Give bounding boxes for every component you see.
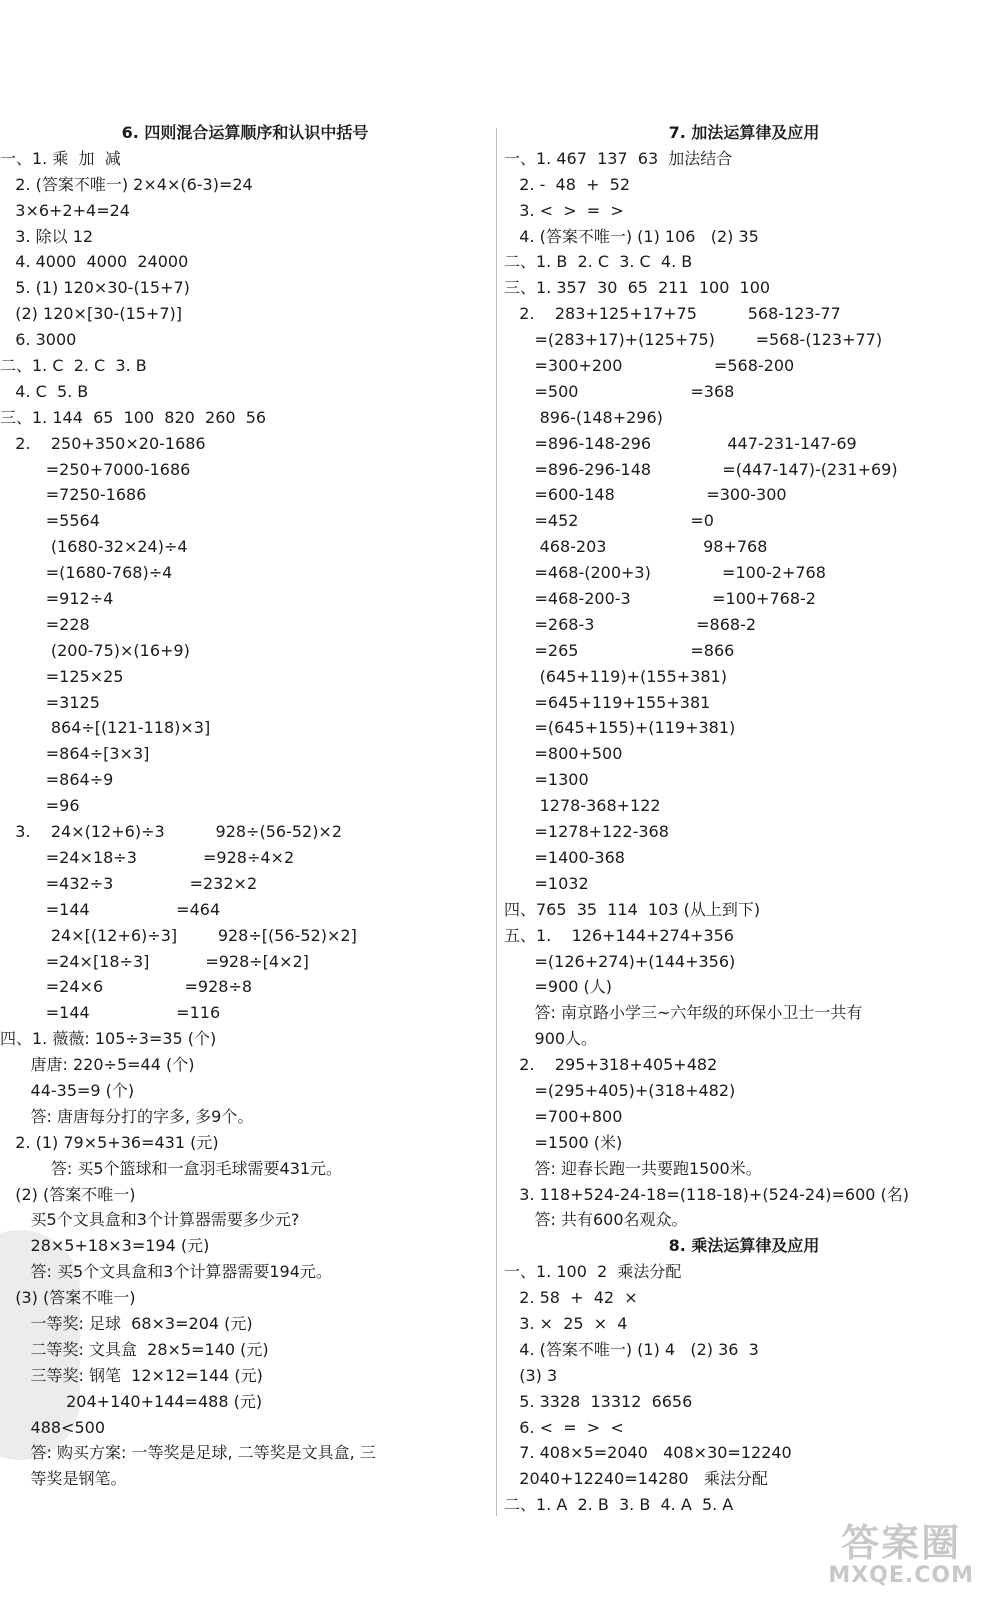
answer-line: 2. (1) 79×5+36=431 (元) [0, 1132, 219, 1152]
answer-line: 唐唐: 220÷5=44 (个) [0, 1055, 195, 1075]
answer-line: 204+140+144=488 (元) [0, 1391, 263, 1411]
answer-line: 答: 买5个篮球和一盒羽毛球需要431元。 [0, 1158, 343, 1178]
answer-line: 一、1. 467 137 63 加法结合 [504, 148, 733, 168]
answer-line: =896-296-148 =(447-147)-(231+69) [504, 459, 898, 479]
answer-line: 一等奖: 足球 68×3=204 (元) [0, 1313, 253, 1333]
answer-line: =300+200 =568-200 [504, 356, 795, 376]
answer-line: 二等奖: 文具盒 28×5=140 (元) [0, 1339, 269, 1359]
answer-line: 488<500 [0, 1417, 105, 1437]
answer-line: (3) 3 [504, 1365, 558, 1385]
answer-line: 2. 58 + 42 × [504, 1288, 638, 1308]
answer-line: =(295+405)+(318+482) [504, 1080, 736, 1100]
answer-line: 答: 南京路小学三~六年级的环保小卫士一共有 [504, 1003, 863, 1023]
answer-line: =912÷4 [0, 589, 114, 609]
answer-line: 一、1. 100 2 乘法分配 [504, 1262, 682, 1282]
answer-line: =600-148 =300-300 [504, 485, 787, 505]
answer-line: 900人。 [504, 1029, 598, 1049]
answer-line: =24×[18÷3] =928÷[4×2] [0, 951, 309, 971]
watermark-logo [828, 1512, 974, 1588]
answer-line: =645+119+155+381 [504, 692, 711, 712]
answer-line: =144 =464 [0, 899, 221, 919]
answer-line: 三、1. 357 30 65 211 100 100 [504, 278, 771, 298]
answer-line: 等奖是钢笔。 [0, 1469, 127, 1489]
answer-line: =800+500 [504, 744, 623, 764]
answer-line: 2. 283+125+17+75 568-123-77 [504, 304, 841, 324]
answer-line: 896-(148+296) [504, 407, 663, 427]
answer-line: 4. (答案不唯一) (1) 106 (2) 35 [504, 226, 759, 246]
watermark-en: MXQE.COM [828, 1563, 974, 1588]
answer-line: 3. × 25 × 4 [504, 1313, 628, 1333]
answer-line: 三等奖: 钢笔 12×12=144 (元) [0, 1365, 263, 1385]
answer-line: 5. 3328 13312 6656 [504, 1391, 693, 1411]
answer-line: 4. 4000 4000 24000 [0, 252, 189, 272]
answer-line: =228 [0, 614, 90, 634]
answer-line: =1278+122-368 [504, 822, 669, 842]
answer-line: 2. 295+318+405+482 [504, 1055, 718, 1075]
answer-line: (1680-32×24)÷4 [0, 537, 188, 557]
answer-line: =125×25 [0, 666, 124, 686]
section-heading: 7. 加法运算律及应用 [668, 123, 820, 142]
answer-line: =864÷[3×3] [0, 744, 150, 764]
answer-line: 答: 买5个文具盒和3个计算器需要194元。 [0, 1262, 332, 1282]
answer-line: =896-148-296 447-231-147-69 [504, 433, 857, 453]
answer-line: 1278-368+122 [504, 796, 661, 816]
answer-line: (2) 120×[30-(15+7)] [0, 304, 182, 324]
answer-line: 3. < > = > [504, 200, 624, 220]
answer-line: 3. 118+524-24-18=(118-18)+(524-24)=600 (名) [504, 1184, 910, 1204]
answer-line: =1300 [504, 770, 589, 790]
answer-line: 3×6+2+4=24 [0, 200, 130, 220]
answer-line: 五、1. 126+144+274+356 [504, 925, 734, 945]
answer-line: 864÷[(121-118)×3] [0, 718, 211, 738]
answer-line: =24×18÷3 =928÷4×2 [0, 847, 295, 867]
answer-line: 四、765 35 114 103 (从上到下) [504, 899, 761, 919]
answer-line: (645+119)+(155+381) [504, 666, 727, 686]
answer-line: 4. C 5. B [0, 381, 89, 401]
answer-line: 468-203 98+768 [504, 537, 768, 557]
answer-line: =144 =116 [0, 1003, 221, 1023]
left-column [0, 120, 490, 1492]
answer-line: 三、1. 144 65 100 820 260 56 [0, 407, 267, 427]
answer-line: 一、1. 乘 加 减 [0, 148, 121, 168]
answer-line: =5564 [0, 511, 100, 531]
answer-line: 2. (答案不唯一) 2×4×(6-3)=24 [0, 174, 253, 194]
answer-line: 28×5+18×3=194 (元) [0, 1236, 210, 1256]
answer-line: 24×[(12+6)÷3] 928÷[(56-52)×2] [0, 925, 357, 945]
answer-line: =468-(200+3) =100-2+768 [504, 563, 826, 583]
answer-line: 二、1. C 2. C 3. B [0, 356, 147, 376]
answer-line: =268-3 =868-2 [504, 614, 757, 634]
answer-line: =265 =866 [504, 640, 735, 660]
answer-line: 3. 除以 12 [0, 226, 94, 246]
answer-line: =864÷9 [0, 770, 114, 790]
answer-line: =(283+17)+(125+75) =568-(123+77) [504, 330, 883, 350]
answer-line: =(1680-768)÷4 [0, 563, 173, 583]
answer-line: (2) (答案不唯一) [0, 1184, 136, 1204]
answer-line: 答: 购买方案: 一等奖是足球, 二等奖是文具盒, 三 [0, 1443, 376, 1463]
answer-line: (200-75)×(16+9) [0, 640, 190, 660]
answer-line: =468-200-3 =100+768-2 [504, 589, 816, 609]
answer-line: =3125 [0, 692, 100, 712]
answer-line: 44-35=9 (个) [0, 1080, 135, 1100]
section-heading: 8. 乘法运算律及应用 [668, 1236, 820, 1256]
answer-line: =1500 (米) [504, 1132, 623, 1152]
answer-line: =(645+155)+(119+381) [504, 718, 736, 738]
answer-line: 2040+12240=14280 乘法分配 [504, 1469, 768, 1489]
watermark-cn: 答案圈 [841, 1521, 962, 1565]
answer-line: =432÷3 =232×2 [0, 873, 258, 893]
answer-line: =452 =0 [504, 511, 714, 531]
answer-line: =7250-1686 [0, 485, 147, 505]
right-column [504, 120, 984, 1518]
answer-line: =250+7000-1686 [0, 459, 191, 479]
answer-line: 2. 250+350×20-1686 [0, 433, 206, 453]
answer-line: 答: 唐唐每分打的字多, 多9个。 [0, 1106, 254, 1126]
answer-line: =1032 [504, 873, 589, 893]
section-heading: 6. 四则混合运算顺序和认识中括号 [121, 123, 369, 142]
answer-line: (3) (答案不唯一) [0, 1288, 136, 1308]
answer-line: 四、1. 薇薇: 105÷3=35 (个) [0, 1029, 217, 1049]
answer-line: 6. 3000 [0, 330, 77, 350]
answer-line: =24×6 =928÷8 [0, 977, 253, 997]
answer-line: 答: 共有600名观众。 [504, 1210, 688, 1230]
answer-line: 答: 迎春长跑一共要跑1500米。 [504, 1158, 762, 1178]
answer-line: =500 =368 [504, 381, 735, 401]
answer-line: 6. < = > < [504, 1417, 624, 1437]
answer-line: =700+800 [504, 1106, 623, 1126]
answer-line: 3. 24×(12+6)÷3 928÷(56-52)×2 [0, 822, 343, 842]
answer-line: 二、1. B 2. C 3. C 4. B [504, 252, 693, 272]
answer-line: 5. (1) 120×30-(15+7) [0, 278, 190, 298]
answer-line: 4. (答案不唯一) (1) 4 (2) 36 3 [504, 1339, 759, 1359]
answer-line: 买5个文具盒和3个计算器需要多少元? [0, 1210, 300, 1230]
answer-line: =(126+274)+(144+356) [504, 951, 736, 971]
answer-line: 7. 408×5=2040 408×30=12240 [504, 1443, 792, 1463]
answer-line: =1400-368 [504, 847, 625, 867]
answer-line: =96 [0, 796, 80, 816]
column-divider [496, 128, 497, 1516]
answer-line: 2. - 48 + 52 [504, 174, 631, 194]
answer-line: =900 (人) [504, 977, 613, 997]
answer-line: 二、1. A 2. B 3. B 4. A 5. A [504, 1495, 734, 1515]
